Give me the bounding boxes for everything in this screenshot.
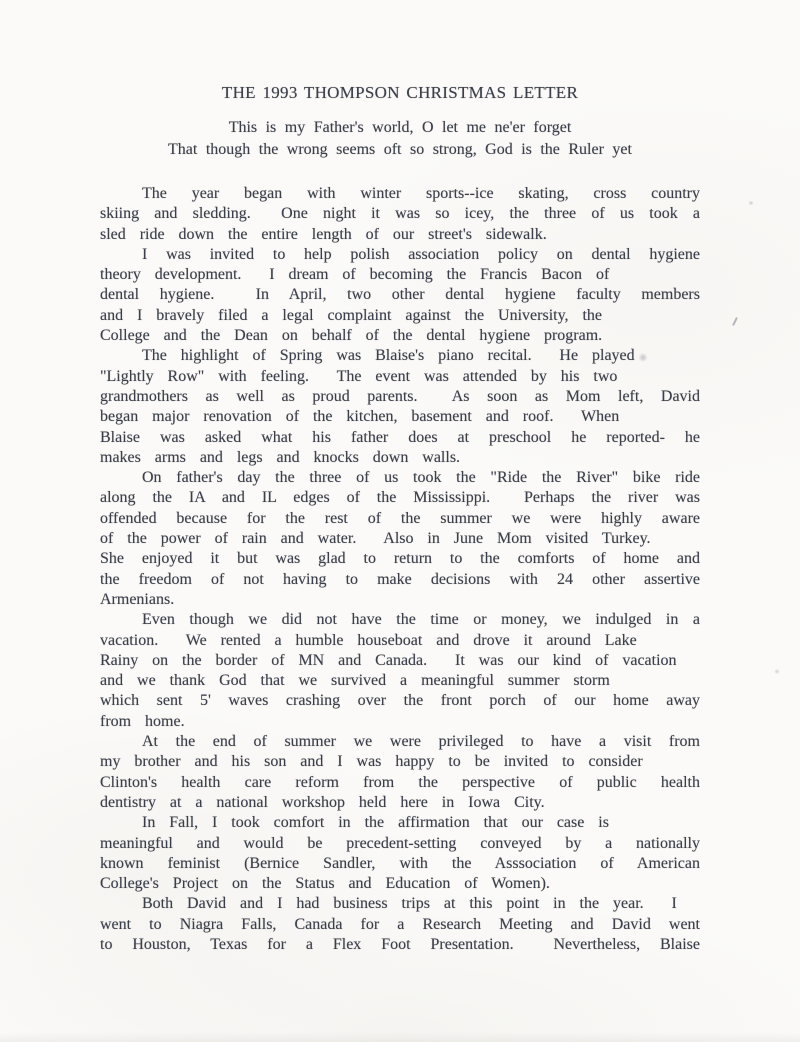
letter-line: from home. [100,712,185,730]
letter-line: The year began with winter sports--ice skating, cross country [142,185,700,202]
letter-line: I was invited to help polish association policy on dental hygiene [142,245,700,263]
letter-line: "Lightly Row" with feeling. The event was attended by his two [100,367,618,385]
letter-line: meaningful and would be precedent-setting conveyed by a nationally [100,834,700,852]
letter-line: known feminist (Bernice Sandler, with the Asssociation of American [100,854,700,872]
letter-line: went to Niagra Falls, Canada for a Research Meeting and David went [100,915,700,933]
letter-line: College and the Dean on behalf of the dental hygiene program. [100,327,603,345]
letter-line: my brother and his son and I was happy to be invited to consider [100,753,643,771]
dust-speck [774,669,780,674]
letter-line: dentistry at a national workshop held here in Iowa City. [100,793,545,811]
paragraph [100,732,700,813]
letter-line: Armenians. [100,590,175,608]
letter-line: vacation. We rented a humble houseboat and drove it around Lake [100,631,637,649]
paragraph [100,468,700,610]
letter-line: of the power of rain and water. Also in June Mom visited Turkey. [100,530,651,548]
letter-line: skiing and sledding. One night it was so icey, the three of us took a [100,205,700,223]
letter-line: the freedom of not having to make decisions with 24 other assertive [100,570,700,588]
dust-speck [748,201,754,205]
paragraph [100,346,700,468]
letter-line: which sent 5' waves crashing over the front porch of our home away [100,692,700,710]
letter-line: Rainy on the border of MN and Canada. It was our kind of vacation [100,651,677,669]
paragraph [100,245,700,346]
epigraph [60,117,740,160]
letter-line: to Houston, Texas for a Flex Foot Presentation. Nevertheless, Blaise [100,935,700,953]
letter-title: THE 1993 THOMPSON CHRISTMAS LETTER [221,83,579,102]
paragraph [100,894,700,955]
letter-line: and we thank God that we survived a meaningful summer storm [100,672,610,690]
epigraph-line-1: This is my Father's world, O let me ne'er forget [228,119,572,136]
letter-line: makes arms and legs and knocks down walls. [100,448,461,466]
letter-line: At the end of summer we were privileged to have a visit from [142,733,700,751]
scan-bottom-edge [0,1032,800,1042]
letter-line: On father's day the three of us took the "Ride the River" bike ride [142,469,700,487]
letter-line: She enjoyed it but was glad to return to the comforts of home and [100,550,700,568]
letter-line: Clinton's health care reform from the perspective of public health [100,773,700,791]
stray-pen-mark [732,317,738,326]
letter-line: offended because for the rest of the summer we were highly aware [100,509,700,527]
letter-line: The highlight of Spring was Blaise's piano recital. He played [142,347,635,365]
paragraph [100,184,700,245]
paragraph [100,610,700,732]
letter-line: Blaise was asked what his father does at preschool he reported- he [100,428,700,446]
letter-line: along the IA and IL edges of the Mississippi. Perhaps the river was [100,489,700,507]
letter-body [100,184,700,955]
letter-line: In Fall, I took comfort in the affirmation that our case is [142,814,609,832]
letter-line: Even though we did not have the time or money, we indulged in a [142,611,700,629]
epigraph-line-2: That though the wrong seems oft so strong, God is the Ruler yet [168,140,632,158]
letter-line: dental hygiene. In April, two other dental hygiene faculty members [100,286,700,304]
letter-line: College's Project on the Status and Education of Women). [100,875,550,893]
letter-line: and I bravely filed a legal complaint against the University, the [100,306,603,324]
letter-line: grandmothers as well as proud parents. As soon as Mom left, David [100,387,700,405]
ink-smudge [638,353,648,362]
paragraph [100,813,700,894]
letter-line: sled ride down the entire length of our street's sidewalk. [100,225,547,243]
letter-line: Both David and I had business trips at this point in the year. I [142,895,677,913]
letter-line: theory development. I dream of becoming the Francis Bacon of [100,266,610,284]
letter-line: began major renovation of the kitchen, basement and roof. When [100,408,620,426]
